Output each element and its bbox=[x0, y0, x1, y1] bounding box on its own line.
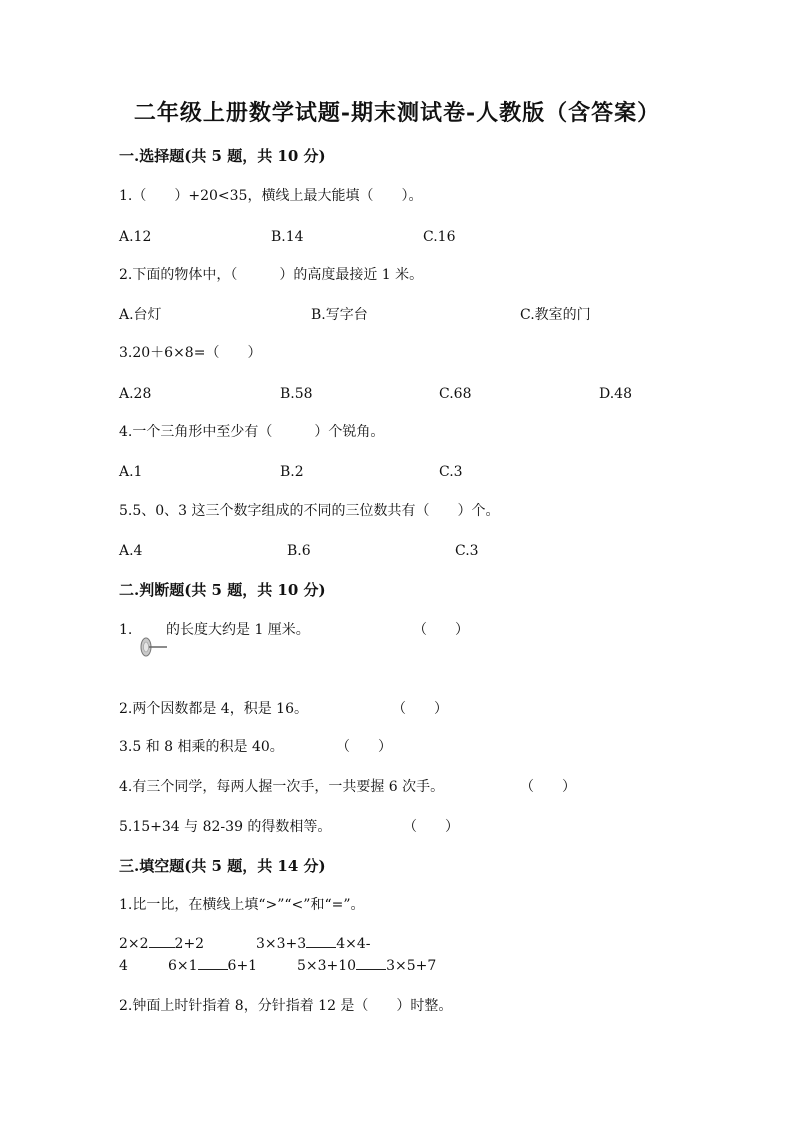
expression: 4×4- bbox=[336, 936, 371, 952]
answer-paren: （ ） bbox=[392, 701, 448, 717]
expression: 6+1 bbox=[227, 958, 258, 974]
expression: 2+2 bbox=[174, 936, 205, 952]
question-stem: 5.5、0、3 这三个数字组成的不同的三位数共有（ ）个。 bbox=[119, 503, 500, 519]
answer-paren: （ ） bbox=[403, 819, 459, 835]
page-title: 二年级上册数学试题-期末测试卷-人教版（含答案） bbox=[133, 100, 661, 126]
answer-paren: （ ） bbox=[520, 779, 576, 795]
answer-blank[interactable] bbox=[198, 969, 228, 970]
option-b: B.14 bbox=[271, 229, 304, 245]
question-text: 3.5 和 8 相乘的积是 40。 bbox=[119, 739, 284, 755]
option-c: C.3 bbox=[439, 464, 463, 480]
question-text: 4.有三个同学，每两人握一次手，一共要握 6 次手。 bbox=[119, 779, 445, 795]
expression: 6×1 bbox=[168, 958, 198, 974]
question-stem: 3.20＋6×8=（ ） bbox=[119, 345, 262, 361]
option-b: B.写字台 bbox=[311, 307, 368, 323]
answer-blank[interactable] bbox=[356, 969, 386, 970]
compare-row-2 bbox=[168, 956, 257, 976]
expression: 5×3+10 bbox=[297, 958, 357, 974]
question-stem: 2.钟面上时针指着 8，分针指着 12 是（ ）时整。 bbox=[119, 998, 453, 1014]
expression: 3×3+3 bbox=[256, 936, 307, 952]
option-b: B.6 bbox=[287, 543, 311, 559]
option-a: A.28 bbox=[119, 386, 152, 402]
question-text: 的长度大约是 1 厘米。 bbox=[166, 622, 310, 638]
section-heading-choice: 一.选择题(共 5 题，共 10 分) bbox=[119, 147, 326, 165]
option-c: C.3 bbox=[455, 543, 479, 559]
option-c: C.16 bbox=[423, 229, 456, 245]
question-text: 2.两个因数都是 4，积是 16。 bbox=[119, 701, 308, 717]
compare-row-1 bbox=[119, 934, 204, 954]
answer-blank[interactable] bbox=[149, 947, 175, 948]
answer-paren: （ ） bbox=[413, 622, 469, 638]
option-a: A.12 bbox=[119, 229, 152, 245]
section-heading-fill: 三.填空题(共 5 题，共 14 分) bbox=[119, 857, 326, 875]
option-d: D.48 bbox=[599, 386, 632, 402]
compare-row-2b bbox=[297, 956, 436, 976]
expression: 3×5+7 bbox=[386, 958, 437, 974]
question-stem: 2.下面的物体中，（ ）的高度最接近 1 米。 bbox=[119, 267, 424, 283]
answer-blank[interactable] bbox=[306, 947, 336, 948]
option-a: A.1 bbox=[119, 464, 143, 480]
option-b: B.58 bbox=[280, 386, 313, 402]
question-stem: 1.比一比，在横线上填“>”“<”和“=”。 bbox=[119, 897, 365, 913]
question-number: 1. bbox=[119, 622, 133, 638]
compare-row-1b bbox=[256, 934, 370, 954]
expression-continuation: 4 bbox=[119, 958, 128, 974]
option-c: C.68 bbox=[439, 386, 472, 402]
answer-paren: （ ） bbox=[336, 739, 392, 755]
question-stem: 1.（ ）+20<35，横线上最大能填（ ）。 bbox=[119, 188, 423, 204]
question-stem: 4.一个三角形中至少有（ ）个锐角。 bbox=[119, 424, 385, 440]
expression: 2×2 bbox=[119, 936, 149, 952]
section-heading-judge: 二.判断题(共 5 题，共 10 分) bbox=[119, 581, 326, 599]
option-a: A.4 bbox=[119, 543, 143, 559]
pushpin-icon bbox=[138, 634, 168, 660]
question-text: 5.15+34 与 82-39 的得数相等。 bbox=[119, 819, 332, 835]
option-c: C.教室的门 bbox=[520, 307, 591, 323]
option-b: B.2 bbox=[280, 464, 304, 480]
option-a: A.台灯 bbox=[119, 307, 162, 323]
